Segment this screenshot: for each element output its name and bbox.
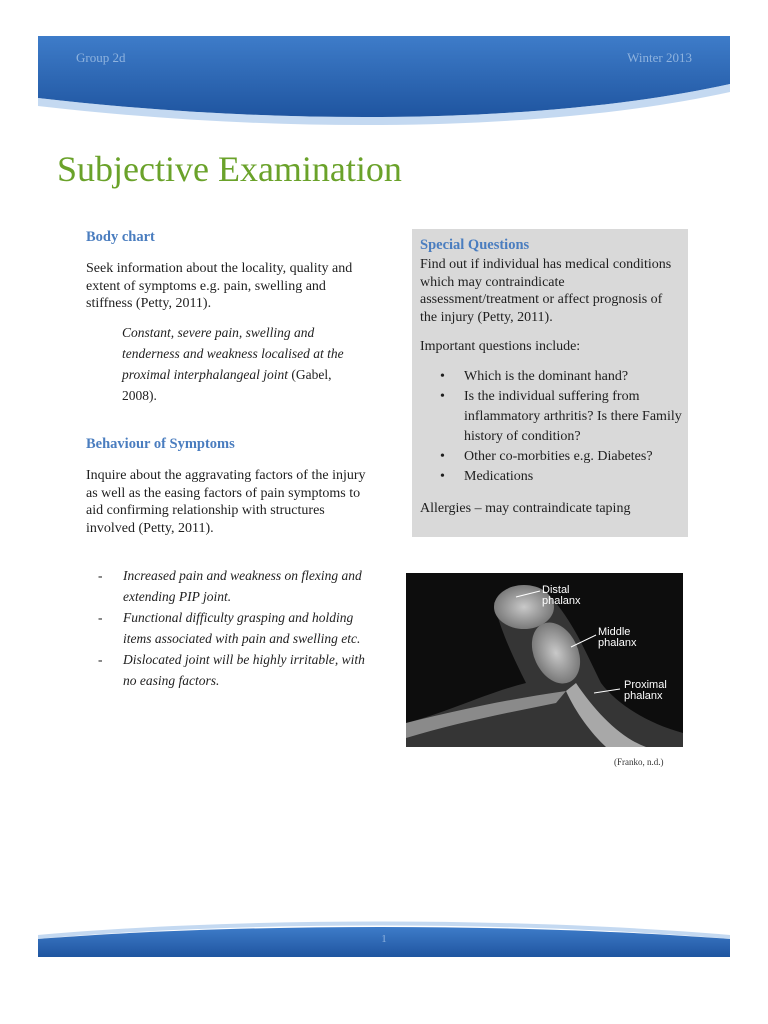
special-questions-intro: Find out if individual has medical conditions which may contraindicate assessment/treatment or affect prognosis of the injury (Petty, 2011).: [420, 257, 672, 325]
allergies-note: Allergies – may contraindicate taping: [420, 501, 631, 516]
body-chart-quote: [122, 322, 367, 406]
body-chart-quote-text: Constant, severe pain, swelling and tenderness and weakness localised at the proximal interphalangeal joint: [122, 325, 344, 382]
page-number: 1: [381, 933, 387, 945]
xray-caption: (Franko, n.d.): [614, 757, 664, 767]
xray-label-proximal-phalanx: phalanx: [624, 690, 663, 702]
behaviour-list: [98, 565, 378, 691]
special-questions-heading: Special Questions: [420, 237, 530, 253]
xray-label-distal-phalanx: phalanx: [542, 595, 581, 607]
list-item: - Increased pain and weakness on flexing and extending PIP joint.: [98, 568, 362, 604]
xray-label-proximal: Proximal: [624, 679, 667, 691]
page-header: [38, 36, 730, 136]
special-questions-box: [412, 229, 688, 537]
xray-drawing: [406, 573, 683, 747]
xray-label-distal: Distal: [542, 584, 570, 596]
list-item: • Is the individual suffering from inflammatory arthritis? Is there Family history of condition?: [440, 389, 682, 444]
list-item: • Other co-morbities e.g. Diabetes?: [440, 449, 653, 464]
list-item: - Dislocated joint will be highly irritable, with no easing factors.: [98, 652, 365, 688]
body-chart-text: Seek information about the locality, quality and extent of symptoms e.g. pain, swelling and stiffness (Petty, 2011).: [86, 261, 353, 311]
behaviour-heading: Behaviour of Symptoms: [86, 436, 235, 452]
body-chart-quote-cite: (Gabel, 2008).: [122, 367, 332, 403]
header-term-label: Winter 2013: [627, 50, 692, 65]
list-item: - Functional difficulty grasping and holding items associated with pain and swelling etc.: [98, 610, 361, 646]
behaviour-text: Inquire about the aggravating factors of the injury as well as the easing factors of pain symptoms to aid confirming relationship with structures involved (Petty, 2011).: [86, 468, 366, 536]
list-item: • Which is the dominant hand?: [440, 369, 629, 384]
page-title: Subjective Examination: [57, 149, 402, 189]
finger-xray-image: [406, 573, 683, 747]
page-footer: [38, 905, 730, 957]
xray-label-middle-phalanx: phalanx: [598, 637, 637, 649]
special-questions-lead: Important questions include:: [420, 339, 581, 354]
footer-band: [38, 905, 730, 957]
header-group-label: Group 2d: [76, 50, 126, 65]
special-questions-list: [440, 367, 686, 487]
list-item: • Medications: [440, 469, 534, 484]
xray-label-middle: Middle: [598, 626, 631, 638]
body-chart-heading: Body chart: [86, 229, 155, 245]
